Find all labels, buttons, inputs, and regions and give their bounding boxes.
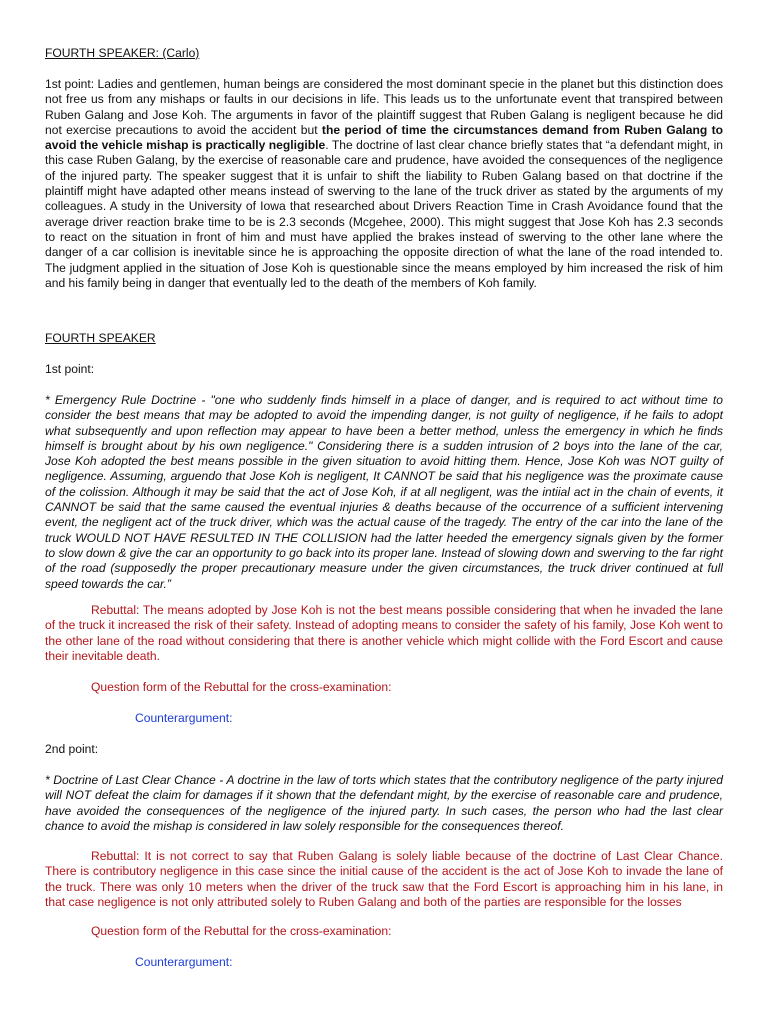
section1-heading: FOURTH SPEAKER: (Carlo)	[45, 46, 200, 60]
section2-heading: FOURTH SPEAKER	[45, 331, 156, 345]
point2-counterargument: Counterargument:	[135, 955, 233, 969]
point2-rebuttal: Rebuttal: It is not correct to say that Ruben Galang is solely liable because of the doctrine of Last Clear Chance. There is contributory negligence in this case since the initial cause of the accident is the act of Jose Koh to invade the lane of the truck. There was only 10 meters when the driver of the truck saw that the Ford Escort is approaching him in his lane, in that case negligence is not only attributed solely to Ruben Galang and both of the parties are responsible for the losses	[45, 849, 723, 909]
point1-rebuttal: Rebuttal: The means adopted by Jose Koh is not the best means possible considering that when he invaded the lane of the truck it increased the risk of their safety. Instead of adopting means to consider the safety of his family, Jose Koh went to the other lane of the road without considering that there is another vehicle which might collide with the Ford Escort and cause their inevitable death.	[45, 603, 723, 663]
point2-label: 2nd point:	[45, 742, 99, 756]
point2-question-form: Question form of the Rebuttal for the cross-examination:	[91, 924, 392, 938]
section1-bold-text: the period of time the circumstances demand from Ruben Galang to avoid the vehicle mishap is practically negligible	[45, 122, 724, 153]
point1-counterargument: Counterargument:	[135, 711, 233, 725]
emergency-rule-doctrine: * Emergency Rule Doctrine - "one who suddenly finds himself in a place of danger, and is required to act without time to consider the best means that may be adopted to avoid the impending danger, is not guilty of negligence, if he fails to adopt what subsequently and upon reflection may appear to have been a better method, unless the emergency in which he finds himself is brought about by his own negligence." Considering there is a sudden intrusion of 2 boys into the lane of the car, Jose Koh adopted the best means possible in the given situation to avoid hitting them. Hence, Jose Koh was NOT guilty of negligence. Assuming, arguendo that Jose Koh is negligent, It CANNOT be said that his negligence was the proximate cause of the colission. Although it may be said that the act of Jose Koh, if at all negligent, was the intiial act in the chain of events, it CANNOT be said that the same caused the eventual injuries & deaths because of the occurrence of a sufficient intervening event, the negligent act of the truck driver, which was the actual cause of the tragedy. The entry of the car into the lane of the truck WOULD NOT HAVE RESULTED IN THE COLLISION had the latter heeded the emergency signals given by the former to slow down & give the car an opportunity to go back into its proper lane. Instead of slowing down and swerving to the far right of the road (supposedly the proper precautionary measure under the given circumstances, the truck driver continued at full speed towards the car.”	[45, 393, 723, 591]
section1-first-point	[45, 77, 723, 291]
section1-text-a: 1st point: Ladies and gentlemen, human beings are considered the most dominant specie in the planet but this distinction does not free us from any mishaps or faults in our decisions in life. This leads us to the unfortunate event that transpired between Ruben Galang and Jose Koh. The arguments in favor of the plaintiff suggest that Ruben Galang is negligent because he did not exercise precautions to avoid the accident but	[45, 77, 723, 137]
section1-text-b: . The doctrine of last clear chance briefly states that “a defendant might, in this case Ruben Galang, by the exercise of reasonable care and prudence, have avoided the consequences of the negligence of the injured party. The speaker suggest that it is unfair to shift the liability to Ruben Galang based on that doctrine if the plaintiff might have adapted other means instead of swerving to the lane of the truck driver as stated by the arguments of my colleagues. A study in the University of Iowa that researched about Drivers Reaction Time in Crash Avoidance found that the average driver reaction brake time to be is 2.3 seconds (Mcgehee, 2000). This might suggest that Jose Koh has 2.3 seconds to react on the situation in front of him and must have applied the brakes instead of swerving to the other lane where the danger of a car collision is inevitable since he is approaching the opposite direction of what the lane of the road intended to. The judgment applied in the situation of Jose Koh is questionable since the means employed by him increased the risk of him and his family being in danger that eventually led to the death of the members of Koh family.	[45, 138, 723, 290]
point1-label: 1st point:	[45, 362, 95, 376]
last-clear-chance-doctrine: * Doctrine of Last Clear Chance - A doctrine in the law of torts which states that the contributory negligence of the party injured will NOT defeat the claim for damages if it shown that the defendant might, by the exercise of reasonable care and prudence, have avoided the consequences of the negligence of the injured party. In such cases, the person who had the last clear chance to avoid the mishap is considered in law solely responsible for the consequences thereof.	[45, 773, 723, 833]
point1-question-form: Question form of the Rebuttal for the cross-examination:	[91, 680, 392, 694]
